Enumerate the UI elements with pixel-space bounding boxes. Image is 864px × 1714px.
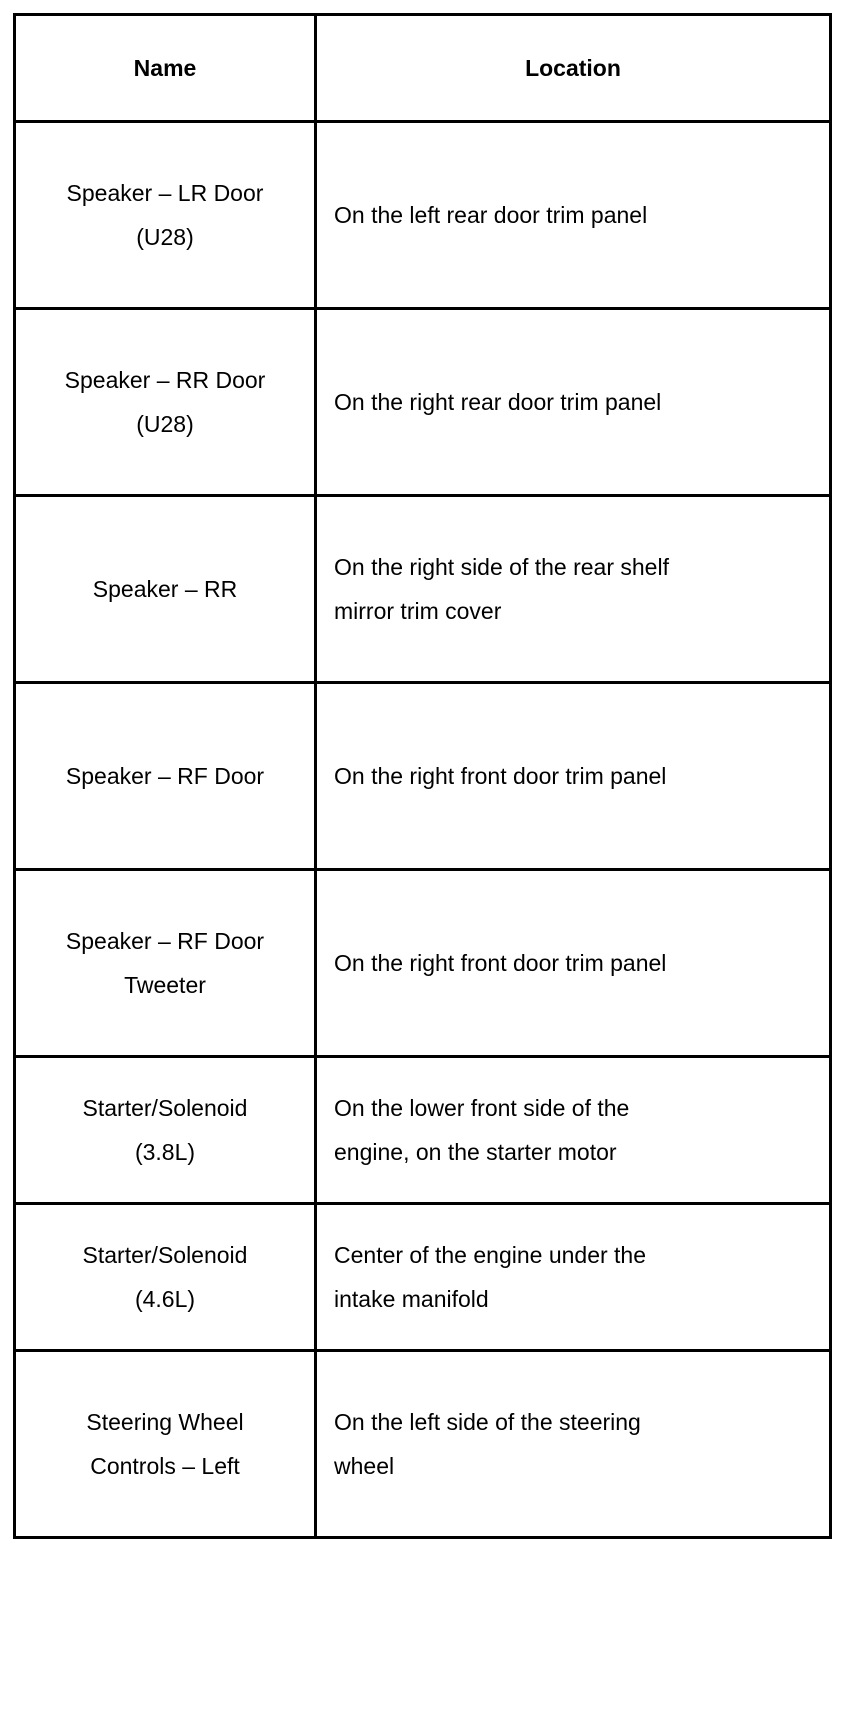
table-row bbox=[15, 1204, 831, 1351]
location-cell bbox=[316, 496, 831, 683]
table-row bbox=[15, 122, 831, 309]
location-cell bbox=[316, 1204, 831, 1351]
component-location-table-wrapper bbox=[13, 13, 832, 1539]
location-cell bbox=[316, 309, 831, 496]
location-cell bbox=[316, 870, 831, 1057]
location-text: On the left side of the steering wheel bbox=[334, 1409, 641, 1479]
name-text: Steering Wheel Controls – Left bbox=[86, 1409, 244, 1479]
name-cell bbox=[15, 1351, 316, 1538]
name-cell bbox=[15, 1057, 316, 1204]
location-cell bbox=[316, 122, 831, 309]
component-location-table bbox=[13, 13, 832, 1539]
table-row bbox=[15, 683, 831, 870]
name-cell bbox=[15, 1204, 316, 1351]
table-row bbox=[15, 1057, 831, 1204]
table-header-row bbox=[15, 15, 831, 122]
table-row bbox=[15, 309, 831, 496]
name-cell bbox=[15, 122, 316, 309]
location-text: On the right side of the rear shelf mirror trim cover bbox=[334, 554, 669, 624]
location-text: On the right rear door trim panel bbox=[334, 389, 662, 415]
name-text: Speaker – LR Door (U28) bbox=[66, 180, 264, 250]
name-text: Speaker – RF Door Tweeter bbox=[65, 928, 265, 998]
table-row bbox=[15, 496, 831, 683]
location-text: On the right front door trim panel bbox=[334, 763, 667, 789]
location-column-header: Location bbox=[316, 15, 831, 122]
name-text: Speaker – RR Door (U28) bbox=[64, 367, 266, 437]
table-row bbox=[15, 1351, 831, 1538]
name-cell bbox=[15, 870, 316, 1057]
name-text: Starter/Solenoid (4.6L) bbox=[82, 1242, 248, 1312]
name-text: Speaker – RF Door bbox=[65, 763, 265, 789]
location-cell bbox=[316, 1351, 831, 1538]
name-text: Speaker – RR bbox=[92, 576, 238, 602]
location-text: Center of the engine under the intake manifold bbox=[334, 1242, 647, 1312]
location-text: On the lower front side of the engine, on the starter motor bbox=[334, 1095, 630, 1165]
name-cell bbox=[15, 309, 316, 496]
table-row bbox=[15, 870, 831, 1057]
location-cell bbox=[316, 1057, 831, 1204]
location-text: On the right front door trim panel bbox=[334, 950, 667, 976]
name-text: Starter/Solenoid (3.8L) bbox=[82, 1095, 248, 1165]
name-column-header: Name bbox=[15, 15, 316, 122]
name-cell bbox=[15, 496, 316, 683]
location-text: On the left rear door trim panel bbox=[334, 202, 648, 228]
name-cell bbox=[15, 683, 316, 870]
location-cell bbox=[316, 683, 831, 870]
